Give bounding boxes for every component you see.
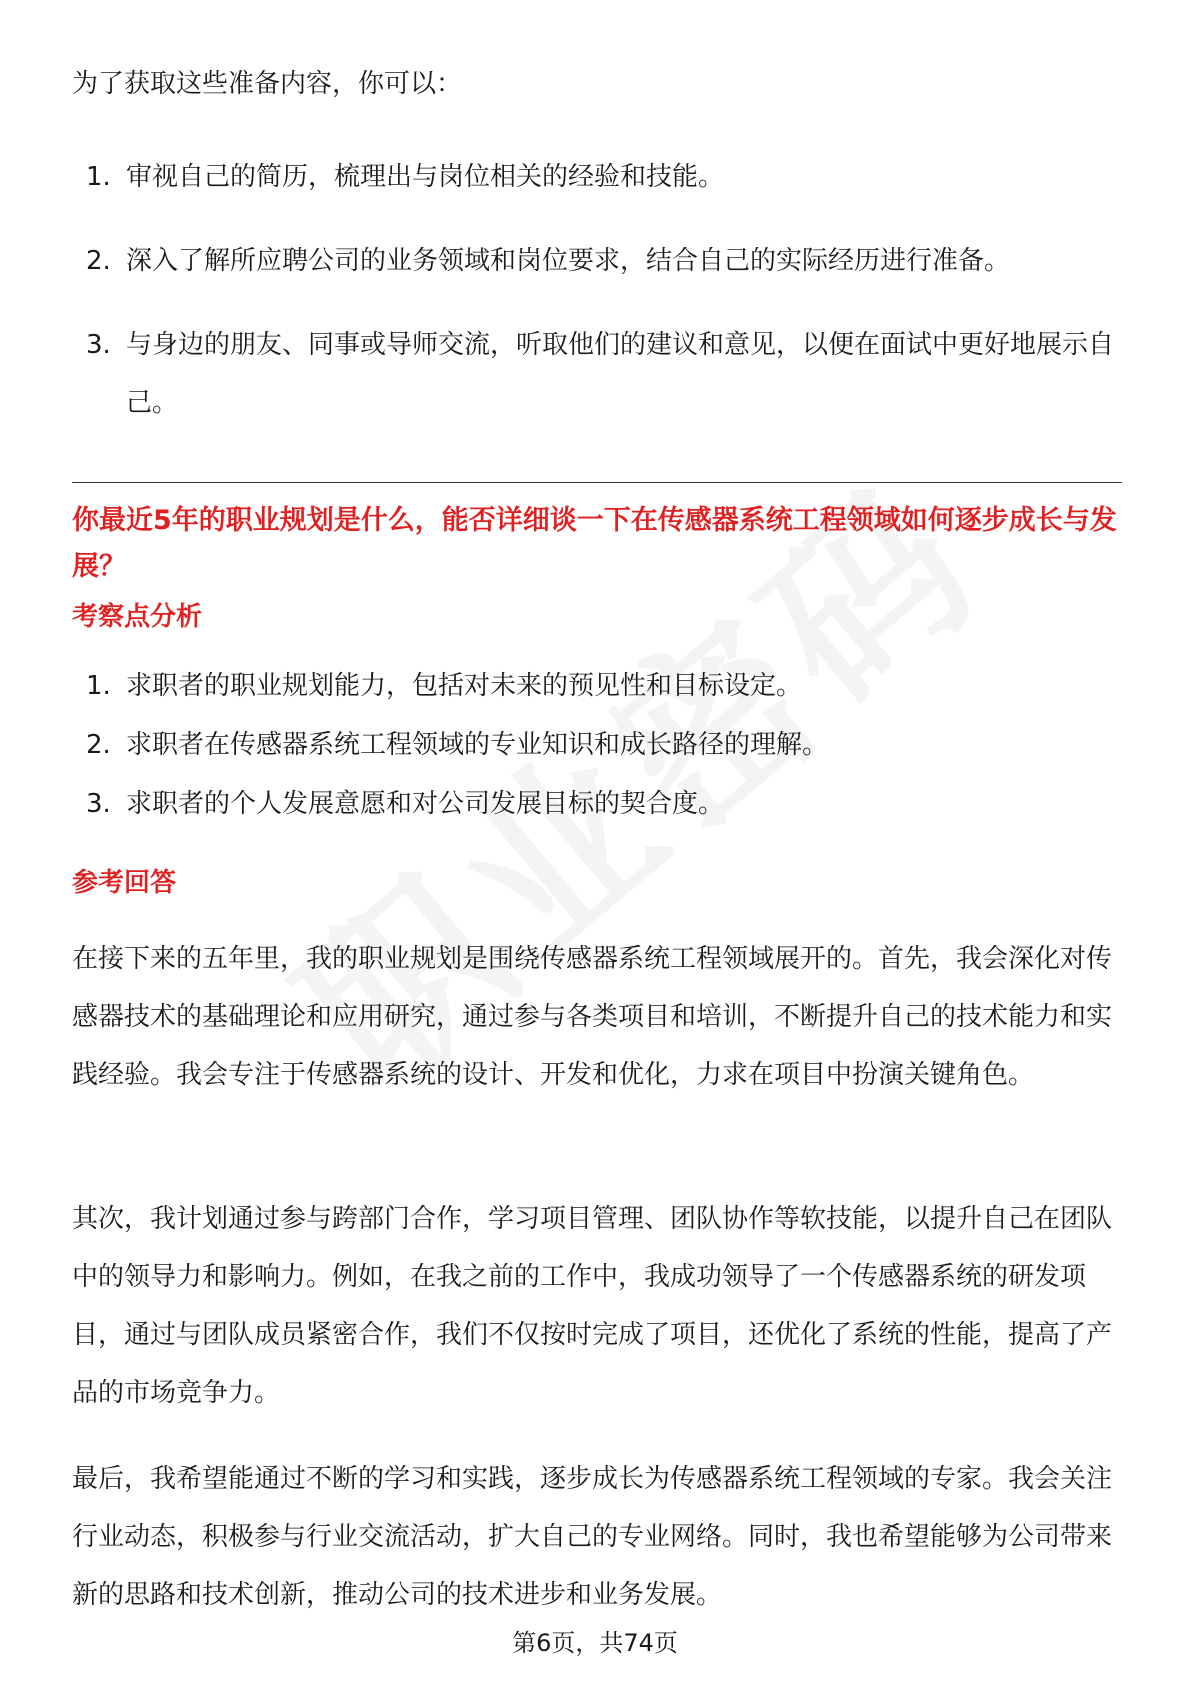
answer-heading: 参考回答 (72, 868, 177, 898)
list-item (72, 232, 1122, 290)
list-number: 3. (86, 789, 111, 819)
answer-paragraph: 最后，我希望能通过不断的学习和实践，逐步成长为传感器系统工程领域的专家。我会关注行业动态，积极参与行业交流活动，扩大自己的专业网络。同时，我也希望能够为公司带来新的思路和技术创新，推动公司的技术进步和业务发展。 (72, 1464, 1113, 1610)
list-number: 1. (86, 162, 111, 192)
answer-paragraph: 在接下来的五年里，我的职业规划是围绕传感器系统工程领域展开的。首先，我会深化对传感器技术的基础理论和应用研究，通过参与各类项目和培训，不断提升自己的技术能力和实践经验。我会专注于传感器系统的设计、开发和优化，力求在项目中扮演关键角色。 (72, 944, 1113, 1090)
list-item-text: 求职者在传感器系统工程领域的专业知识和成长路径的理解。 (126, 730, 829, 760)
list-number: 2. (86, 730, 111, 760)
list-item (72, 723, 1122, 767)
list-item-text: 求职者的个人发展意愿和对公司发展目标的契合度。 (126, 789, 725, 819)
question-heading: 你最近5年的职业规划是什么，能否详细谈一下在传感器系统工程领域如何逐步成长与发展？ (72, 505, 1117, 582)
list-item-text: 审视自己的简历，梳理出与岗位相关的经验和技能。 (126, 162, 725, 192)
analysis-list (72, 664, 1122, 841)
answer-paragraph: 其次，我计划通过参与跨部门合作，学习项目管理、团队协作等软技能，以提升自己在团队中的领导力和影响力。例如，在我之前的工作中，我成功领导了一个传感器系统的研发项目，通过与团队成员紧密合作，我们不仅按时完成了项目，还优化了系统的性能，提高了产品的市场竞争力。 (72, 1204, 1113, 1408)
list-item (72, 148, 1122, 206)
section-divider (72, 482, 1122, 483)
list-item-text: 深入了解所应聘公司的业务领域和岗位要求，结合自己的实际经历进行准备。 (126, 246, 1011, 276)
list-item-text: 求职者的职业规划能力，包括对未来的预见性和目标设定。 (126, 671, 803, 701)
page-number-footer: 第6页，共74页 (512, 1629, 678, 1657)
list-item (72, 316, 1122, 432)
analysis-heading: 考察点分析 (72, 602, 203, 632)
prep-list (72, 148, 1122, 458)
list-item (72, 664, 1122, 708)
list-number: 1. (86, 671, 111, 701)
list-number: 3. (86, 330, 111, 360)
list-item-text: 与身边的朋友、同事或导师交流，听取他们的建议和意见，以便在面试中更好地展示自己。 (126, 330, 1115, 418)
list-item (72, 782, 1122, 826)
list-number: 2. (86, 246, 111, 276)
intro-text: 为了获取这些准备内容，你可以： (72, 69, 463, 99)
